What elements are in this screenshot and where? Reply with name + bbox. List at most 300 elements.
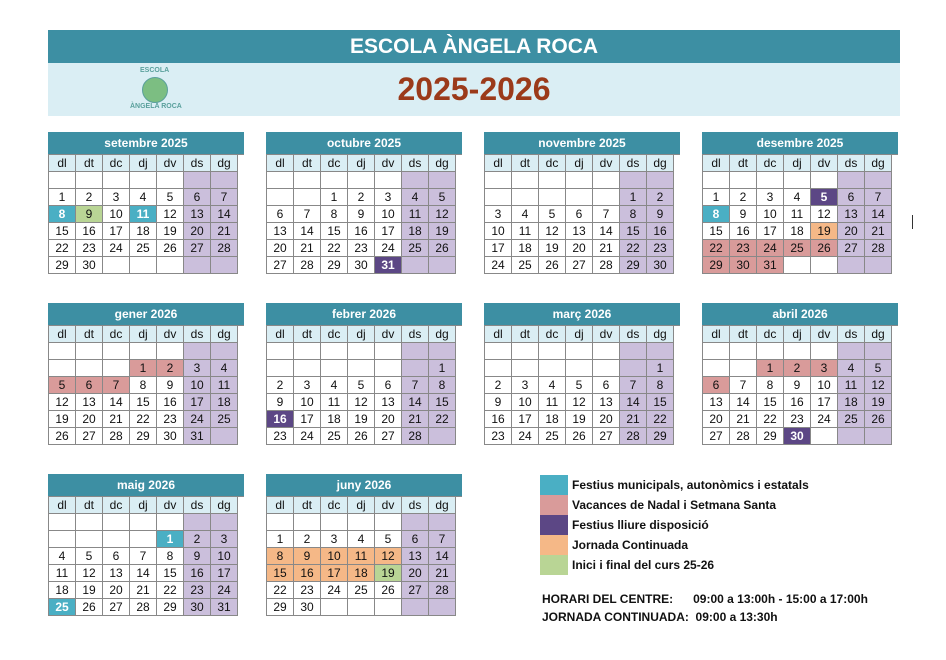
day-cell: 25 — [321, 428, 348, 445]
empty-cell — [49, 172, 76, 189]
day-cell: 16 — [348, 223, 375, 240]
legend-label: Jornada Continuada — [572, 538, 689, 552]
weekday-header: ds — [620, 155, 647, 172]
empty-cell — [103, 514, 130, 531]
day-cell: 21 — [402, 411, 429, 428]
empty-cell — [76, 172, 103, 189]
empty-cell — [865, 172, 892, 189]
day-cell: 21 — [593, 240, 620, 257]
day-cell: 26 — [49, 428, 76, 445]
empty-cell — [784, 172, 811, 189]
day-cell: 19 — [348, 411, 375, 428]
day-cell: 5 — [49, 377, 76, 394]
day-cell: 2 — [348, 189, 375, 206]
month-title: octubre 2025 — [266, 132, 462, 154]
empty-cell — [593, 343, 620, 360]
day-cell: 18 — [512, 240, 539, 257]
day-cell: 19 — [157, 223, 184, 240]
day-cell: 25 — [49, 599, 76, 616]
day-cell: 25 — [402, 240, 429, 257]
day-cell: 5 — [811, 189, 838, 206]
day-cell: 31 — [184, 428, 211, 445]
day-cell: 31 — [211, 599, 238, 616]
day-cell: 20 — [402, 565, 429, 582]
day-cell: 22 — [703, 240, 730, 257]
day-cell: 5 — [865, 360, 892, 377]
empty-cell — [348, 599, 375, 616]
day-cell: 15 — [130, 394, 157, 411]
day-cell: 21 — [103, 411, 130, 428]
empty-cell — [485, 172, 512, 189]
day-cell: 16 — [294, 565, 321, 582]
day-cell: 13 — [375, 394, 402, 411]
weekday-header: dg — [429, 326, 456, 343]
empty-cell — [539, 189, 566, 206]
empty-cell — [757, 343, 784, 360]
empty-cell — [267, 189, 294, 206]
day-cell: 12 — [49, 394, 76, 411]
empty-cell — [348, 343, 375, 360]
day-cell: 16 — [730, 223, 757, 240]
day-cell: 29 — [157, 599, 184, 616]
empty-cell — [184, 514, 211, 531]
day-cell: 4 — [348, 531, 375, 548]
weekday-header: dj — [130, 155, 157, 172]
empty-cell — [294, 343, 321, 360]
day-cell: 29 — [703, 257, 730, 274]
day-cell: 12 — [348, 394, 375, 411]
empty-cell — [620, 360, 647, 377]
empty-cell — [157, 343, 184, 360]
day-cell: 12 — [811, 206, 838, 223]
day-cell: 22 — [757, 411, 784, 428]
weekday-header: ds — [184, 326, 211, 343]
day-cell: 1 — [321, 189, 348, 206]
empty-cell — [321, 343, 348, 360]
day-cell: 6 — [184, 189, 211, 206]
day-cell: 2 — [184, 531, 211, 548]
day-cell: 3 — [485, 206, 512, 223]
month-grid — [702, 154, 898, 274]
day-cell: 2 — [267, 377, 294, 394]
weekday-header: dt — [512, 326, 539, 343]
weekday-header: dl — [49, 326, 76, 343]
month-grid — [484, 325, 680, 445]
day-cell: 11 — [784, 206, 811, 223]
day-cell: 14 — [211, 206, 238, 223]
weekday-header: dv — [593, 155, 620, 172]
month-calendar — [48, 474, 244, 616]
day-cell: 23 — [730, 240, 757, 257]
day-cell: 2 — [157, 360, 184, 377]
empty-cell — [566, 360, 593, 377]
empty-cell — [429, 257, 456, 274]
day-cell: 8 — [703, 206, 730, 223]
day-cell: 20 — [184, 223, 211, 240]
day-cell: 28 — [103, 428, 130, 445]
weekday-header: dv — [593, 326, 620, 343]
empty-cell — [294, 189, 321, 206]
weekday-header: dt — [730, 155, 757, 172]
weekday-header: dl — [703, 326, 730, 343]
day-cell: 25 — [784, 240, 811, 257]
empty-cell — [730, 360, 757, 377]
day-cell: 14 — [402, 394, 429, 411]
day-cell: 17 — [321, 565, 348, 582]
empty-cell — [130, 257, 157, 274]
empty-cell — [348, 514, 375, 531]
day-cell: 13 — [593, 394, 620, 411]
day-cell: 2 — [730, 189, 757, 206]
empty-cell — [76, 343, 103, 360]
day-cell: 19 — [865, 394, 892, 411]
day-cell: 26 — [375, 582, 402, 599]
day-cell: 28 — [865, 240, 892, 257]
day-cell: 5 — [157, 189, 184, 206]
logo-text-bottom: ÀNGELA ROCA — [130, 103, 182, 110]
day-cell: 24 — [211, 582, 238, 599]
day-cell: 29 — [49, 257, 76, 274]
day-cell: 25 — [211, 411, 238, 428]
empty-cell — [703, 343, 730, 360]
legend-swatch — [540, 495, 568, 515]
day-cell: 9 — [348, 206, 375, 223]
day-cell: 3 — [375, 189, 402, 206]
month-grid — [48, 496, 244, 616]
day-cell: 9 — [76, 206, 103, 223]
empty-cell — [429, 172, 456, 189]
day-cell: 1 — [429, 360, 456, 377]
day-cell: 15 — [429, 394, 456, 411]
weekday-header: dl — [49, 497, 76, 514]
month-title: setembre 2025 — [48, 132, 244, 154]
day-cell: 10 — [103, 206, 130, 223]
empty-cell — [375, 172, 402, 189]
day-cell: 19 — [811, 223, 838, 240]
legend-label: Festius lliure disposició — [572, 518, 709, 532]
empty-cell — [512, 189, 539, 206]
day-cell: 16 — [184, 565, 211, 582]
day-cell: 15 — [620, 223, 647, 240]
empty-cell — [49, 514, 76, 531]
legend-swatch — [540, 535, 568, 555]
day-cell: 2 — [485, 377, 512, 394]
day-cell: 18 — [784, 223, 811, 240]
day-cell: 1 — [157, 531, 184, 548]
day-cell: 14 — [593, 223, 620, 240]
empty-cell — [321, 599, 348, 616]
day-cell: 30 — [76, 257, 103, 274]
empty-cell — [811, 428, 838, 445]
empty-cell — [784, 343, 811, 360]
day-cell: 24 — [811, 411, 838, 428]
day-cell: 26 — [566, 428, 593, 445]
day-cell: 11 — [321, 394, 348, 411]
empty-cell — [211, 514, 238, 531]
empty-cell — [103, 172, 130, 189]
empty-cell — [375, 343, 402, 360]
day-cell: 13 — [76, 394, 103, 411]
weekday-header: dg — [211, 155, 238, 172]
empty-cell — [211, 257, 238, 274]
day-cell: 13 — [184, 206, 211, 223]
day-cell: 24 — [321, 582, 348, 599]
empty-cell — [784, 257, 811, 274]
day-cell: 13 — [838, 206, 865, 223]
month-grid — [48, 154, 244, 274]
empty-cell — [566, 189, 593, 206]
empty-cell — [130, 531, 157, 548]
empty-cell — [157, 257, 184, 274]
weekday-header: ds — [402, 326, 429, 343]
day-cell: 2 — [294, 531, 321, 548]
weekday-header: ds — [838, 326, 865, 343]
day-cell: 5 — [76, 548, 103, 565]
empty-cell — [512, 172, 539, 189]
empty-cell — [402, 599, 429, 616]
day-cell: 16 — [485, 411, 512, 428]
weekday-header: ds — [402, 497, 429, 514]
day-cell: 11 — [130, 206, 157, 223]
day-cell: 16 — [784, 394, 811, 411]
day-cell: 23 — [784, 411, 811, 428]
day-cell: 18 — [539, 411, 566, 428]
day-cell: 31 — [375, 257, 402, 274]
day-cell: 4 — [49, 548, 76, 565]
day-cell: 6 — [703, 377, 730, 394]
day-cell: 6 — [103, 548, 130, 565]
day-cell: 26 — [429, 240, 456, 257]
day-cell: 28 — [402, 428, 429, 445]
empty-cell — [811, 257, 838, 274]
day-cell: 7 — [865, 189, 892, 206]
horari-centre: HORARI DEL CENTRE: 09:00 a 13:00h - 15:00 a 17:00h — [542, 592, 868, 606]
weekday-header: dv — [157, 155, 184, 172]
weekday-header: ds — [184, 497, 211, 514]
day-cell: 22 — [620, 240, 647, 257]
empty-cell — [429, 599, 456, 616]
day-cell: 22 — [49, 240, 76, 257]
day-cell: 8 — [321, 206, 348, 223]
day-cell: 14 — [130, 565, 157, 582]
day-cell: 8 — [429, 377, 456, 394]
day-cell: 7 — [130, 548, 157, 565]
day-cell: 17 — [103, 223, 130, 240]
weekday-header: dt — [294, 497, 321, 514]
day-cell: 27 — [103, 599, 130, 616]
empty-cell — [402, 360, 429, 377]
day-cell: 13 — [566, 223, 593, 240]
day-cell: 28 — [429, 582, 456, 599]
day-cell: 4 — [512, 206, 539, 223]
empty-cell — [402, 257, 429, 274]
month-title: març 2026 — [484, 303, 680, 325]
empty-cell — [267, 172, 294, 189]
day-cell: 28 — [593, 257, 620, 274]
day-cell: 3 — [184, 360, 211, 377]
empty-cell — [49, 360, 76, 377]
day-cell: 14 — [294, 223, 321, 240]
empty-cell — [130, 343, 157, 360]
day-cell: 14 — [103, 394, 130, 411]
month-calendar — [266, 474, 462, 616]
day-cell: 22 — [157, 582, 184, 599]
day-cell: 9 — [267, 394, 294, 411]
weekday-header: dv — [157, 326, 184, 343]
day-cell: 9 — [184, 548, 211, 565]
day-cell: 27 — [838, 240, 865, 257]
weekday-header: dl — [267, 155, 294, 172]
empty-cell — [539, 360, 566, 377]
day-cell: 27 — [703, 428, 730, 445]
day-cell: 11 — [539, 394, 566, 411]
day-cell: 28 — [730, 428, 757, 445]
empty-cell — [429, 428, 456, 445]
day-cell: 10 — [321, 548, 348, 565]
empty-cell — [76, 514, 103, 531]
day-cell: 22 — [130, 411, 157, 428]
day-cell: 30 — [294, 599, 321, 616]
day-cell: 26 — [76, 599, 103, 616]
weekday-header: dg — [429, 155, 456, 172]
empty-cell — [184, 343, 211, 360]
day-cell: 4 — [211, 360, 238, 377]
day-cell: 12 — [76, 565, 103, 582]
day-cell: 17 — [512, 411, 539, 428]
month-calendar — [702, 303, 898, 445]
weekday-header: dv — [375, 155, 402, 172]
weekday-header: dj — [784, 155, 811, 172]
day-cell: 23 — [267, 428, 294, 445]
day-cell: 9 — [647, 206, 674, 223]
day-cell: 1 — [267, 531, 294, 548]
day-cell: 19 — [375, 565, 402, 582]
day-cell: 7 — [294, 206, 321, 223]
day-cell: 1 — [49, 189, 76, 206]
day-cell: 17 — [811, 394, 838, 411]
day-cell: 29 — [757, 428, 784, 445]
day-cell: 21 — [294, 240, 321, 257]
empty-cell — [647, 172, 674, 189]
day-cell: 29 — [130, 428, 157, 445]
legend-swatch — [540, 475, 568, 495]
day-cell: 23 — [184, 582, 211, 599]
empty-cell — [865, 257, 892, 274]
month-calendar — [48, 132, 244, 274]
day-cell: 6 — [375, 377, 402, 394]
day-cell: 16 — [76, 223, 103, 240]
day-cell: 24 — [294, 428, 321, 445]
day-cell: 28 — [294, 257, 321, 274]
month-grid — [702, 325, 898, 445]
month-calendar — [266, 132, 462, 274]
day-cell: 28 — [620, 428, 647, 445]
day-cell: 11 — [49, 565, 76, 582]
day-cell: 20 — [593, 411, 620, 428]
day-cell: 5 — [539, 206, 566, 223]
day-cell: 4 — [838, 360, 865, 377]
month-title: juny 2026 — [266, 474, 462, 496]
day-cell: 26 — [157, 240, 184, 257]
day-cell: 10 — [485, 223, 512, 240]
empty-cell — [838, 428, 865, 445]
day-cell: 17 — [485, 240, 512, 257]
day-cell: 5 — [375, 531, 402, 548]
weekday-header: dl — [485, 155, 512, 172]
horari-jornada-continuada: JORNADA CONTINUADA: 09:00 a 13:30h — [542, 610, 778, 624]
month-title: febrer 2026 — [266, 303, 462, 325]
day-cell: 11 — [211, 377, 238, 394]
day-cell: 3 — [294, 377, 321, 394]
weekday-header: dc — [539, 155, 566, 172]
day-cell: 13 — [703, 394, 730, 411]
empty-cell — [811, 343, 838, 360]
weekday-header: dc — [103, 497, 130, 514]
day-cell: 18 — [838, 394, 865, 411]
empty-cell — [838, 257, 865, 274]
day-cell: 3 — [512, 377, 539, 394]
day-cell: 2 — [76, 189, 103, 206]
day-cell: 17 — [184, 394, 211, 411]
weekday-header: dg — [211, 326, 238, 343]
day-cell: 4 — [784, 189, 811, 206]
empty-cell — [429, 514, 456, 531]
empty-cell — [348, 172, 375, 189]
empty-cell — [593, 189, 620, 206]
empty-cell — [294, 360, 321, 377]
day-cell: 17 — [294, 411, 321, 428]
weekday-header: dj — [566, 155, 593, 172]
weekday-header: dl — [49, 155, 76, 172]
weekday-header: dj — [348, 155, 375, 172]
empty-cell — [375, 514, 402, 531]
empty-cell — [294, 514, 321, 531]
day-cell: 7 — [620, 377, 647, 394]
day-cell: 6 — [566, 206, 593, 223]
month-title: novembre 2025 — [484, 132, 680, 154]
day-cell: 9 — [485, 394, 512, 411]
empty-cell — [593, 172, 620, 189]
day-cell: 3 — [757, 189, 784, 206]
weekday-header: dl — [267, 497, 294, 514]
day-cell: 8 — [157, 548, 184, 565]
day-cell: 21 — [865, 223, 892, 240]
day-cell: 9 — [784, 377, 811, 394]
day-cell: 12 — [375, 548, 402, 565]
empty-cell — [157, 172, 184, 189]
day-cell: 10 — [757, 206, 784, 223]
day-cell: 1 — [130, 360, 157, 377]
day-cell: 6 — [402, 531, 429, 548]
day-cell: 7 — [593, 206, 620, 223]
month-calendar — [484, 132, 680, 274]
day-cell: 1 — [757, 360, 784, 377]
day-cell: 15 — [157, 565, 184, 582]
day-cell: 8 — [49, 206, 76, 223]
empty-cell — [375, 599, 402, 616]
day-cell: 11 — [838, 377, 865, 394]
day-cell: 16 — [157, 394, 184, 411]
weekday-header: dc — [757, 155, 784, 172]
day-cell: 11 — [402, 206, 429, 223]
day-cell: 3 — [103, 189, 130, 206]
day-cell: 12 — [566, 394, 593, 411]
day-cell: 20 — [267, 240, 294, 257]
day-cell: 18 — [348, 565, 375, 582]
day-cell: 21 — [620, 411, 647, 428]
day-cell: 13 — [103, 565, 130, 582]
month-title: abril 2026 — [702, 303, 898, 325]
